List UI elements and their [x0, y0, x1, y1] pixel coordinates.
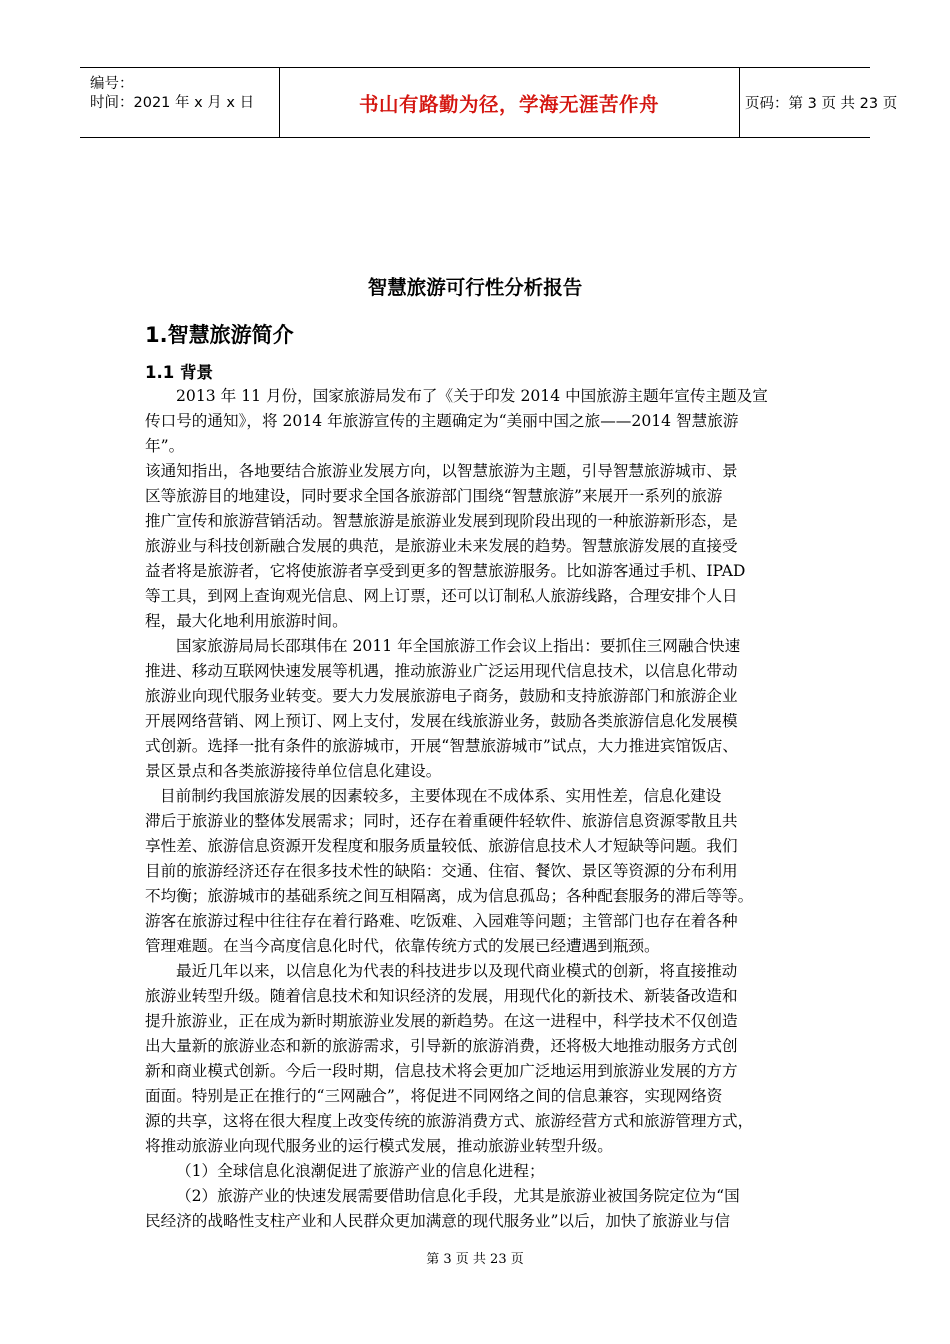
- text-line: 旅游业与科技创新融合发展的典范，是旅游业未来发展的趋势。智慧旅游发展的直接受: [145, 537, 738, 555]
- document-title: 智慧旅游可行性分析报告: [367, 276, 583, 299]
- header-page-info: 页码：第 3 页 共 23 页: [745, 96, 898, 112]
- text-line: 管理难题。在当今高度信息化时代，依靠传统方式的发展已经遭遇到瓶颈。: [145, 937, 660, 955]
- text-line: 新和商业模式创新。今后一段时期，信息技术将会更加广泛地运用到旅游业发展的方方: [145, 1062, 738, 1080]
- text-line: 年”。: [145, 437, 185, 455]
- text-line: 不均衡；旅游城市的基础系统之间互相隔离，成为信息孤岛；各种配套服务的滞后等等。: [145, 887, 754, 905]
- text-line: 等工具，到网上查询观光信息、网上订票，还可以订制私人旅游线路，合理安排个人日: [145, 587, 738, 605]
- text-line: 旅游业转型升级。随着信息技术和知识经济的发展，用现代化的新技术、新装备改造和: [145, 987, 738, 1005]
- header-motto: 书山有路勤为径，学海无涯苦作舟: [358, 92, 659, 116]
- text-line: 推进、移动互联网快速发展等机遇，推动旅游业广泛运用现代信息技术，以信息化带动: [145, 662, 738, 680]
- page-header: [80, 67, 898, 138]
- document-number-label: 编号：: [90, 76, 134, 92]
- header-info-cell: [80, 68, 280, 137]
- text-line: （1）全球信息化浪潮促进了旅游产业的信息化进程；: [176, 1162, 545, 1180]
- text-line: 2013 年 11 月份，国家旅游局发布了《关于印发 2014 中国旅游主题年宣传主题及宣: [176, 387, 768, 405]
- text-line: 国家旅游局局长邵琪伟在 2011 年全国旅游工作会议上指出：要抓住三网融合快速: [176, 637, 741, 655]
- text-line: 享性差、旅游信息资源开发程度和服务质量较低、旅游信息技术人才短缺等问题。我们: [145, 837, 738, 855]
- text-line: 将推动旅游业向现代服务业的运行模式发展，推动旅游业转型升级。: [145, 1137, 613, 1155]
- text-line: 推广宣传和旅游营销活动。智慧旅游是旅游业发展到现阶段出现的一种旅游新形态，是: [145, 512, 738, 530]
- text-line: 该通知指出，各地要结合旅游业发展方向，以智慧旅游为主题，引导智慧旅游城市、景: [145, 462, 738, 480]
- text-line: 程，最大化地利用旅游时间。: [145, 612, 348, 630]
- text-line: 最近几年以来，以信息化为代表的科技进步以及现代商业模式的创新，将直接推动: [176, 962, 738, 980]
- text-line: 式创新。选择一批有条件的旅游城市，开展“智慧旅游城市”试点，大力推进宾馆饭店、: [145, 737, 738, 755]
- text-line: 面面。特别是正在推行的“三网融合”，将促进不同网络之间的信息兼容，实现网络资: [145, 1087, 723, 1105]
- header-page-cell: [739, 68, 898, 137]
- text-line: 开展网络营销、网上预订、网上支付，发展在线旅游业务，鼓励各类旅游信息化发展模: [145, 712, 738, 730]
- text-line: 旅游业向现代服务业转变。要大力发展旅游电子商务，鼓励和支持旅游部门和旅游企业: [145, 687, 738, 705]
- page-footer: 第 3 页 共 23 页: [426, 1252, 524, 1267]
- text-line: 区等旅游目的地建设，同时要求全国各旅游部门围绕“智慧旅游”来展开一系列的旅游: [145, 487, 723, 505]
- text-line: 滞后于旅游业的整体发展需求；同时，还存在着重硬件轻软件、旅游信息资源零散且共: [145, 812, 738, 830]
- section-heading: 1.智慧旅游简介: [145, 323, 294, 347]
- text-line: 目前的旅游经济还存在很多技术性的缺陷：交通、住宿、餐饮、景区等资源的分布利用: [145, 862, 738, 880]
- text-line: （2）旅游产业的快速发展需要借助信息化手段，尤其是旅游业被国务院定位为“国: [176, 1187, 740, 1205]
- document-time-label: 时间：2021 年 x 月 x 日: [90, 95, 255, 111]
- text-line: 目前制约我国旅游发展的因素较多，主要体现在不成体系、实用性差，信息化建设: [160, 787, 722, 805]
- subsection-heading: 1.1 背景: [145, 363, 213, 382]
- text-line: 传口号的通知》，将 2014 年旅游宣传的主题确定为“美丽中国之旅——2014 智慧旅游: [145, 412, 739, 430]
- text-line: 源的共享，这将在很大程度上改变传统的旅游消费方式、旅游经营方式和旅游管理方式，: [145, 1112, 754, 1130]
- text-line: 景区景点和各类旅游接待单位信息化建设。: [145, 762, 442, 780]
- header-motto-cell: [279, 68, 740, 137]
- text-line: 益者将是旅游者，它将使旅游者享受到更多的智慧旅游服务。比如游客通过手机、IPAD: [145, 562, 746, 580]
- text-line: 游客在旅游过程中往往存在着行路难、吃饭难、入园难等问题；主管部门也存在着各种: [145, 912, 738, 930]
- text-line: 出大量新的旅游业态和新的旅游需求，引导新的旅游消费，还将极大地推动服务方式创: [145, 1037, 738, 1055]
- text-line: 民经济的战略性支柱产业和人民群众更加满意的现代服务业”以后，加快了旅游业与信: [145, 1212, 730, 1230]
- text-line: 提升旅游业，正在成为新时期旅游业发展的新趋势。在这一进程中，科学技术不仅创造: [145, 1012, 738, 1030]
